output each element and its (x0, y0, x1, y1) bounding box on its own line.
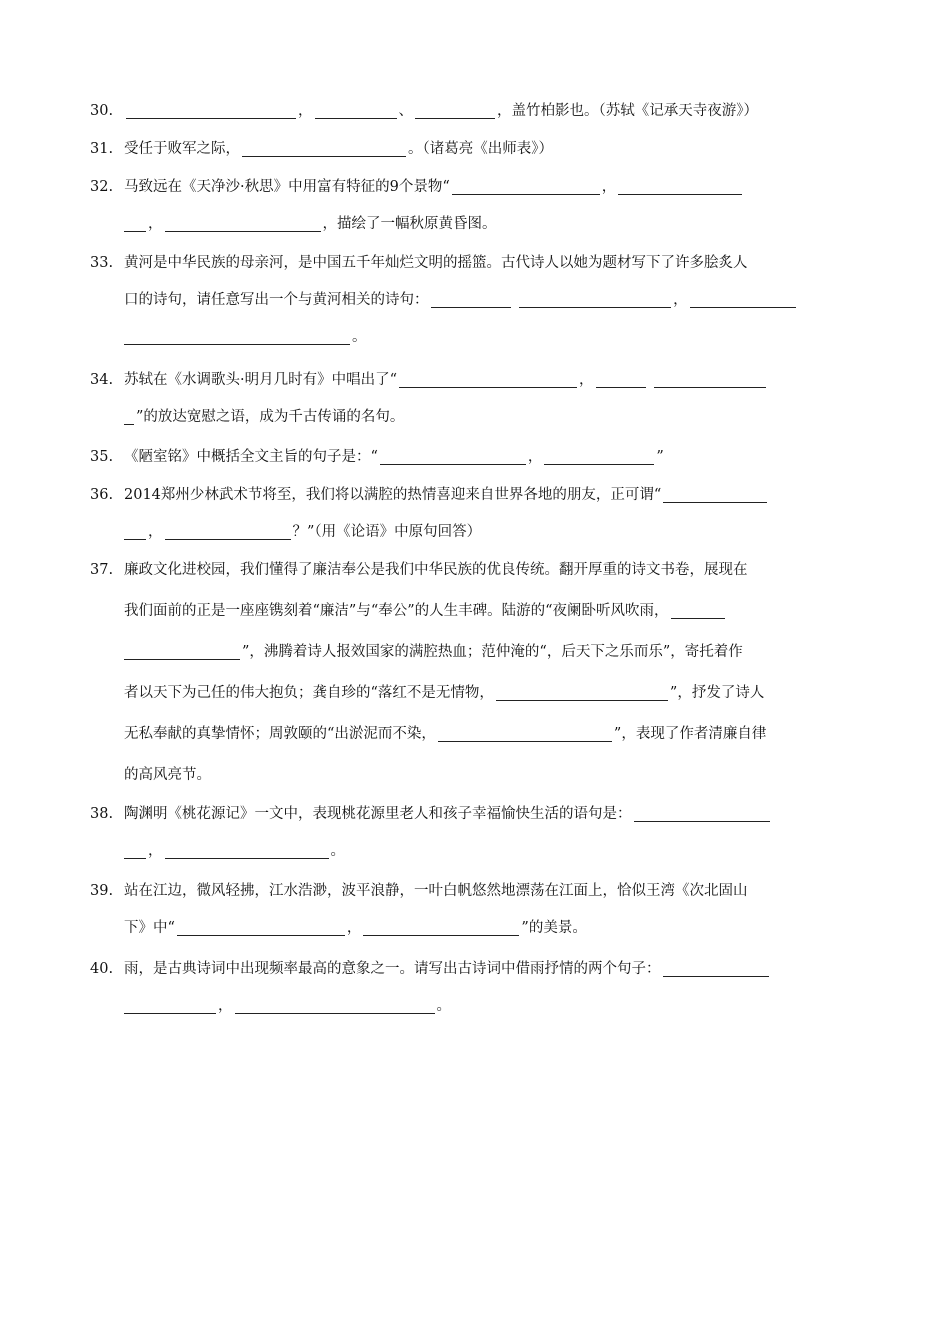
answer-blank[interactable] (363, 919, 519, 935)
question-number: 35. (90, 449, 114, 465)
question-line: ， ，描绘了一幅秋原黄昏图。 (124, 205, 497, 243)
question-line: 2014郑州少林武术节将至，我们将以满腔的热情喜迎来自世界各地的朋友，正可谓“ (124, 476, 767, 514)
answer-blank[interactable] (124, 215, 146, 231)
question-line: 下》中“ ， ”的美景。 (124, 920, 587, 936)
question-line: ”的放达宽慰之语，成为千古传诵的名句。 (124, 398, 404, 436)
question-line: 无私奉献的真挚情怀；周敦颐的“出淤泥而不染， ”，表现了作者清廉自律 (124, 726, 767, 742)
question-line: 《陋室铭》中概括全文主旨的句子是：“ ， ” (124, 449, 664, 465)
answer-blank[interactable] (519, 291, 671, 307)
question-line: 口的诗句，请任意写出一个与黄河相关的诗句： ， (124, 281, 796, 319)
answer-blank[interactable] (124, 997, 216, 1013)
answer-blank[interactable] (124, 328, 350, 344)
answer-blank[interactable] (242, 140, 406, 156)
question-line: 者以天下为己任的伟大抱负；龚自珍的“落红不是无情物， ”，抒发了诗人 (124, 685, 765, 701)
question-line: 站在江边，微风轻拂，江水浩渺，波平浪静，一叶白帆悠然地漂荡在江面上，恰似王湾《次北固山 (124, 883, 748, 899)
answer-blank[interactable] (663, 486, 767, 502)
question-line: 苏轼在《水调歌头·明月几时有》中唱出了“ ， (124, 361, 766, 399)
answer-blank[interactable] (438, 725, 612, 741)
answer-blank[interactable] (315, 102, 397, 118)
answer-blank[interactable] (165, 842, 329, 858)
question-line: 马致远在《天净沙·秋思》中用富有特征的9个景物“ ， (124, 168, 742, 206)
question-number: 36. (90, 487, 114, 503)
question-line: 我们面前的正是一座座镌刻着“廉洁”与“奉公”的人生丰碑。陆游的“夜阑卧听风吹雨， (124, 592, 725, 630)
question-line: 的高风亮节。 (124, 767, 211, 783)
answer-blank[interactable] (124, 408, 134, 424)
answer-blank[interactable] (663, 960, 769, 976)
answer-blank[interactable] (415, 102, 495, 118)
answer-blank[interactable] (380, 448, 526, 464)
question-line: 廉政文化进校园，我们懂得了廉洁奉公是我们中华民族的优良传统。翻开厚重的诗文书卷，展现在 (124, 562, 748, 578)
question-number: 38. (90, 806, 114, 822)
question-number: 31. (90, 141, 114, 157)
answer-blank[interactable] (399, 371, 577, 387)
answer-blank[interactable] (452, 178, 600, 194)
answer-blank[interactable] (124, 643, 240, 659)
answer-blank[interactable] (634, 805, 770, 821)
question-line: ”，沸腾着诗人报效国家的满腔热血；范仲淹的“，后天下之乐而乐”，寄托着作 (124, 633, 743, 671)
question-number: 39. (90, 883, 114, 899)
answer-blank[interactable] (431, 291, 511, 307)
question-line: ， 。 (124, 832, 345, 870)
question-line: 黄河是中华民族的母亲河，是中国五千年灿烂文明的摇篮。古代诗人以她为题材写下了许多脍炙人 (124, 255, 748, 271)
answer-blank[interactable] (124, 842, 146, 858)
question-number: 32. (90, 179, 114, 195)
question-line: 受任于败军之际， 。（诸葛亮《出师表》） (124, 141, 553, 157)
question-number: 30. (90, 103, 114, 119)
answer-blank[interactable] (165, 215, 321, 231)
answer-blank[interactable] (671, 602, 725, 618)
answer-blank[interactable] (165, 523, 291, 539)
answer-blank[interactable] (596, 371, 646, 387)
answer-blank[interactable] (177, 919, 345, 935)
question-line: 陶渊明《桃花源记》一文中，表现桃花源里老人和孩子幸福愉快生活的语句是： (124, 795, 770, 833)
question-line: ， ？”（用《论语》中原句回答） (124, 513, 481, 551)
question-line: 雨，是古典诗词中出现频率最高的意象之一。请写出古诗词中借雨抒情的两个句子： (124, 950, 769, 988)
answer-blank[interactable] (654, 371, 766, 387)
question-number: 34. (90, 372, 114, 388)
answer-blank[interactable] (544, 448, 654, 464)
question-number: 33. (90, 255, 114, 271)
answer-blank[interactable] (124, 523, 146, 539)
answer-blank[interactable] (618, 178, 742, 194)
answer-blank[interactable] (496, 684, 668, 700)
answer-blank[interactable] (126, 102, 296, 118)
question-line: ， 、 ，盖竹柏影也。（苏轼《记承天寺夜游》） (124, 92, 758, 130)
question-number: 37. (90, 562, 114, 578)
question-line: 。 (124, 318, 367, 356)
answer-blank[interactable] (690, 291, 796, 307)
question-line: ， 。 (124, 987, 451, 1025)
question-number: 40. (90, 961, 114, 977)
answer-blank[interactable] (235, 997, 435, 1013)
